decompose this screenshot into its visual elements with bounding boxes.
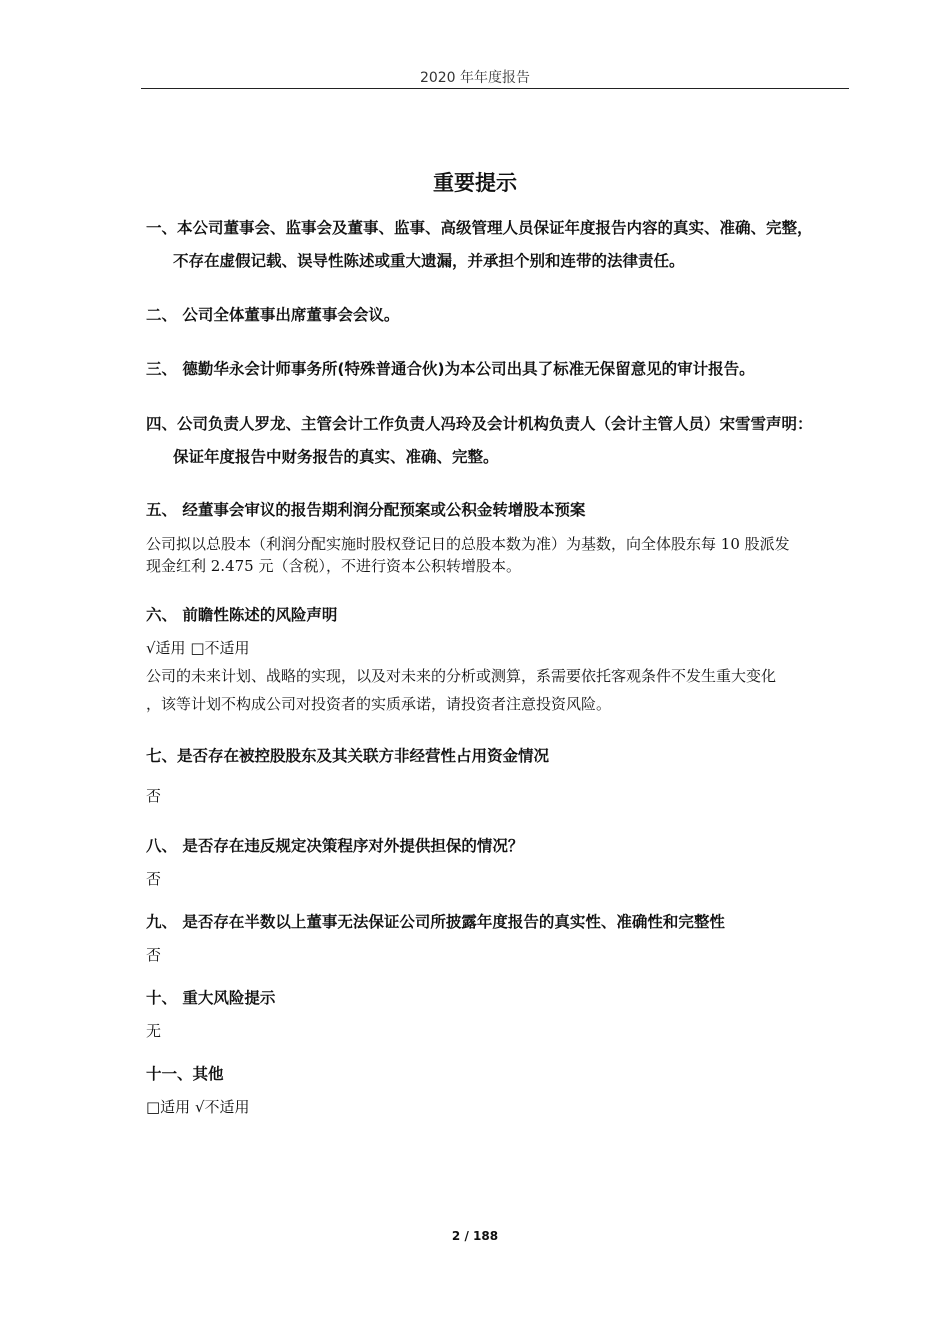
section-3-line-1: 三、 德勤华永会计师事务所(特殊普通合伙)为本公司出具了标准无保留意见的审计报告。 (146, 360, 755, 378)
section-5-heading: 五、 经董事会审议的报告期利润分配预案或公积金转增股本预案 (146, 501, 586, 519)
section-4-line-2: 保证年度报告中财务报告的真实、准确、完整。 (173, 448, 499, 466)
report-header-title: 2020 年年度报告 (419, 70, 531, 86)
page-number: 2 / 188 (451, 1229, 499, 1243)
section-7-answer: 否 (146, 787, 162, 805)
section-11-heading: 十一、其他 (146, 1065, 224, 1083)
page-title: 重要提示 (433, 171, 517, 195)
section-7-heading: 七、是否存在被控股股东及其关联方非经营性占用资金情况 (146, 747, 550, 765)
section-6-body-line-1: 公司的未来计划、战略的实现，以及对未来的分析或测算，系需要依托客观条件不发生重大变化 (146, 667, 777, 685)
section-10-heading: 十、 重大风险提示 (146, 989, 276, 1007)
header-divider (141, 88, 849, 89)
section-11-applicability: □适用 √不适用 (146, 1098, 250, 1116)
section-9-heading: 九、 是否存在半数以上董事无法保证公司所披露年度报告的真实性、准确性和完整性 (146, 913, 725, 931)
section-10-answer: 无 (146, 1022, 162, 1040)
section-2-line-1: 二、 公司全体董事出席董事会会议。 (146, 306, 400, 324)
section-5-body-line-2: 现金红利 2.475 元（含税），不进行资本公积转增股本。 (146, 557, 521, 575)
section-5-body-line-1: 公司拟以总股本（利润分配实施时股权登记日的总股本数为准）为基数，向全体股东每 10 股派发 (146, 535, 790, 553)
section-4-line-1: 四、公司负责人罗龙、主管会计工作负责人冯玲及会计机构负责人（会计主管人员）宋雪雪声明： (146, 415, 813, 433)
section-8-heading: 八、 是否存在违反规定决策程序对外提供担保的情况？ (146, 837, 524, 855)
section-1-line-2: 不存在虚假记载、误导性陈述或重大遗漏，并承担个别和连带的法律责任。 (173, 252, 685, 270)
section-9-answer: 否 (146, 946, 162, 964)
section-8-answer: 否 (146, 870, 162, 888)
section-6-applicability: √适用 □不适用 (146, 639, 250, 657)
section-6-body-line-2: ，该等计划不构成公司对投资者的实质承诺，请投资者注意投资风险。 (146, 695, 612, 713)
section-1-line-1: 一、本公司董事会、监事会及董事、监事、高级管理人员保证年度报告内容的真实、准确、完整， (146, 219, 813, 237)
section-6-heading: 六、 前瞻性陈述的风险声明 (146, 606, 338, 624)
